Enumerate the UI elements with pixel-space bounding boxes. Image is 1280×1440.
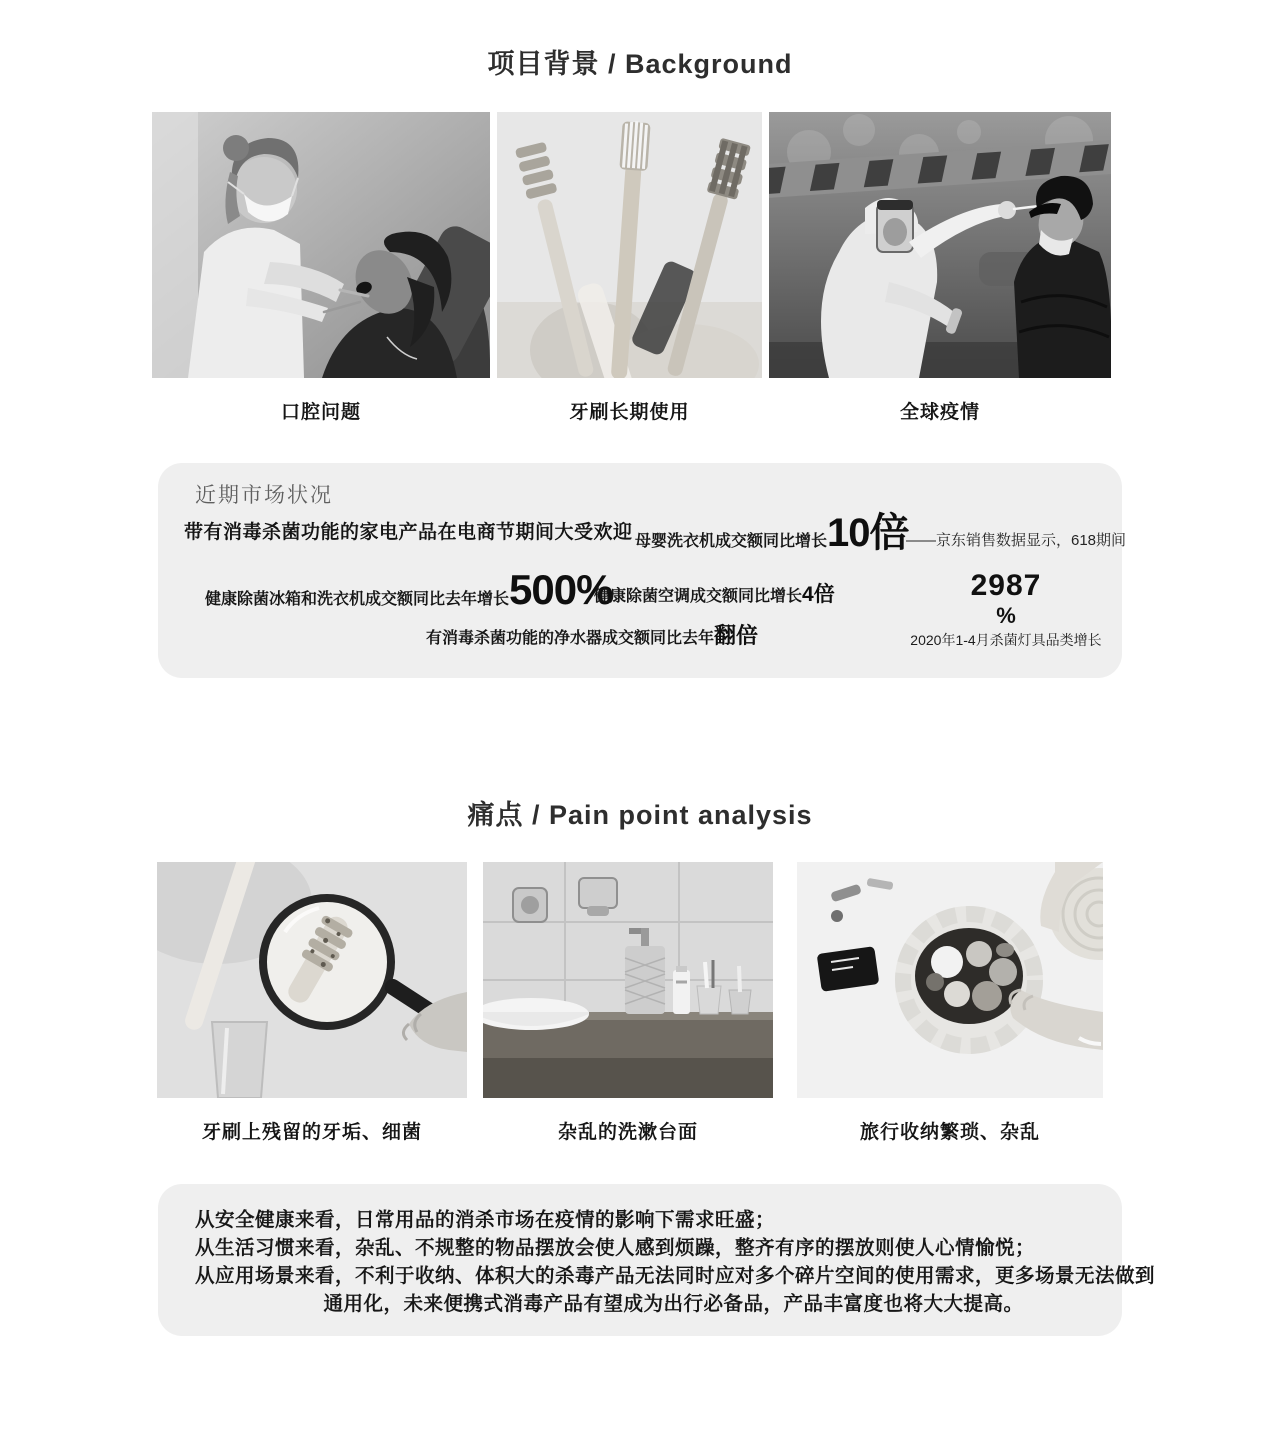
stat-fridge-washer-value: 500% (509, 566, 613, 613)
stat-germicidal-lamp-value: 2987 (970, 569, 1042, 602)
magnifier-toothbrush-photo (157, 862, 467, 1098)
stat-fridge-washer-label: 健康除菌冰箱和洗衣机成交额同比去年增长 (205, 591, 510, 608)
painpoint-summary-box (158, 1184, 1156, 1336)
travel-pouch-photo (797, 862, 1103, 1098)
stat-ecommerce-popularity: 带有消毒杀菌功能的家电产品在电商节期间大受欢迎 (184, 522, 633, 543)
summary-line-scenarios: 从应用场景来看，不利于收纳、体积大的杀毒产品无法同时应对多个碎片空间的使用需求，更多场景无法做到 (195, 1265, 1156, 1287)
stat-air-conditioner-value: 4倍 (802, 583, 835, 606)
dental-checkup-photo (152, 112, 490, 378)
photo-magnifier-toothbrush (157, 862, 467, 1144)
stat-fridge-washer (205, 566, 613, 613)
stat-water-purifier-label: 有消毒杀菌功能的净水器成交额同比去年 (426, 630, 715, 647)
stat-water-purifier (426, 625, 758, 648)
summary-line-habits: 从生活习惯来看，杂乱、不规整的物品摆放会使人感到烦躁，整齐有序的摆放则使人心情愉悦； (195, 1237, 1036, 1259)
photo-travel-pouch (797, 862, 1103, 1144)
stat-source-jd: ——京东销售数据显示，618期间 (906, 532, 1127, 549)
stat-baby-washer (635, 513, 909, 553)
stat-germicidal-lamp-label: 2020年1-4月杀菌灯具品类增长 (910, 632, 1102, 648)
toothbrushes-photo (497, 112, 762, 378)
stat-baby-washer-label: 母婴洗衣机成交额同比增长 (635, 533, 828, 550)
stat-germicidal-lamp-percent: % (996, 603, 1016, 628)
stat-baby-washer-value: 10倍 (827, 511, 909, 555)
painpoint-photo-row (157, 862, 1103, 1144)
summary-line-scenarios-continued: 通用化，未来便携式消毒产品有望成为出行必备品，产品丰富度也将大大提高。 (323, 1293, 1024, 1315)
painpoint-section-title: 痛点 / Pain point analysis (467, 800, 813, 830)
covid-swab-test-photo (769, 112, 1111, 378)
summary-line-safety: 从安全健康来看，日常用品的消杀市场在疫情的影响下需求旺盛； (195, 1209, 776, 1231)
stat-water-purifier-value: 翻倍 (714, 623, 759, 648)
background-photo-row (152, 112, 1111, 424)
photo-caption-global-pandemic: 全球疫情 (899, 402, 980, 423)
stat-air-conditioner (594, 583, 835, 606)
photo-dental-checkup (152, 112, 490, 424)
photo-caption-residue-bacteria: 牙刷上残留的牙垢、细菌 (201, 1122, 422, 1143)
photo-messy-washstand (483, 862, 773, 1144)
stat-germicidal-lamp (900, 571, 1112, 650)
messy-washstand-photo (483, 862, 773, 1098)
market-status-box (158, 463, 1127, 678)
photo-caption-messy-counter: 杂乱的洗漱台面 (557, 1122, 698, 1143)
photo-caption-travel-storage: 旅行收纳繁琐、杂乱 (859, 1122, 1040, 1143)
photo-toothbrushes (497, 112, 762, 424)
photo-caption-oral-problems: 口腔问题 (280, 402, 361, 423)
market-box-title: 近期市场状况 (195, 484, 333, 507)
photo-covid-test (769, 112, 1111, 424)
background-section-title: 项目背景 / Background (487, 49, 793, 79)
photo-caption-toothbrush-use: 牙刷长期使用 (569, 402, 690, 423)
stat-air-conditioner-label: 健康除菌空调成交额同比增长 (594, 588, 803, 605)
